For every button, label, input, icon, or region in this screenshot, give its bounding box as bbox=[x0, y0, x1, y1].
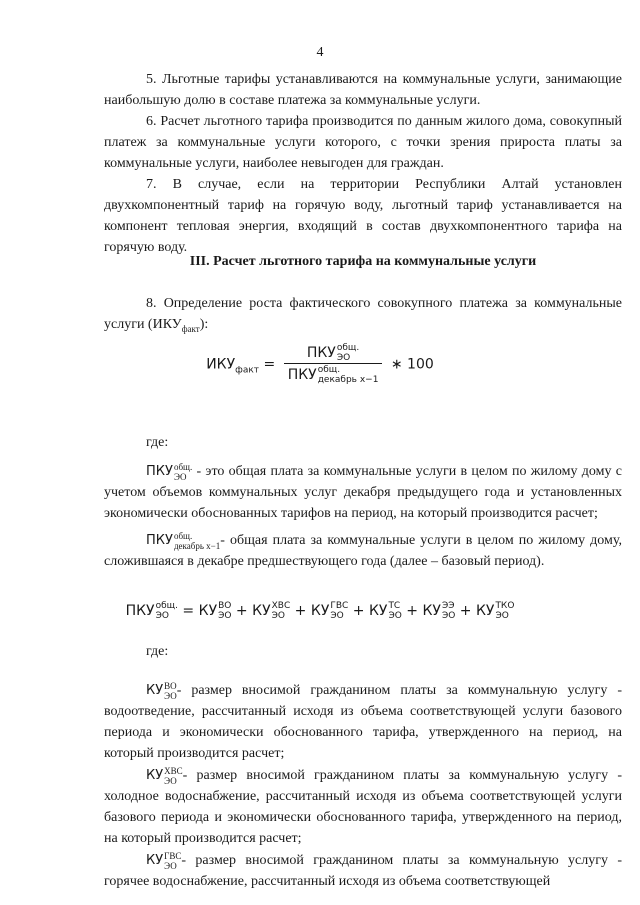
formula-pku bbox=[0, 601, 640, 622]
definition-ku-vo: КУ ВО ЭО - размер вносимой гражданином платы за коммунальную услугу - водоотведение, рассчитанный исходя из объема соответствующей услуги базового периода и экономически обоснованного тарифа, утвержденного на период, на который производится расчет; bbox=[104, 680, 622, 761]
def1-term: ПКУ bbox=[146, 464, 173, 479]
section-heading: III. Расчет льготного тарифа на коммунальные услуги bbox=[189, 254, 537, 269]
definition-ku-gvs: КУ ГВС ЭО - размер вносимой гражданином платы за коммунальную услугу - горячее водоснабжение, рассчитанный исходя из объема соответствующей bbox=[104, 850, 622, 889]
paragraph-5: 5. Льготные тарифы устанавливаются на коммунальные услуги, занимающие наибольшую долю в составе платежа за коммунальные услуги. bbox=[104, 72, 622, 108]
def2-term: ПКУ bbox=[146, 533, 173, 548]
formula-pku-term: КУ ЭЭ ЭО bbox=[422, 601, 456, 621]
formula-iku: $ИКУ_{факт}$ = ПКУ общ. ЭО ПКУ общ. декабрь x−1 ∗ 100 bbox=[206, 343, 434, 385]
plus-sign: + bbox=[290, 603, 311, 619]
paragraph-8-end: ): bbox=[199, 317, 209, 332]
formula-iku-multiplier: ∗ 100 bbox=[390, 356, 434, 373]
fraction-denominator: ПКУ общ. декабрь x−1 bbox=[287, 365, 379, 385]
formula-iku-fraction bbox=[284, 343, 383, 386]
d1-text: - размер вносимой гражданином платы за коммунальную услугу - водоотведение, рассчитанный исходя из объема соответствующей услуги базового периода и экономически обоснованного тарифа, утвержденного на период, на который производится расчет; bbox=[104, 683, 622, 761]
d3-text: - размер вносимой гражданином платы за коммунальную услугу - горячее водоснабжение, рассчитанный исходя из объема соответствующей bbox=[104, 853, 622, 889]
paragraph-6: 6. Расчет льготного тарифа производится по данным жилого дома, совокупный платеж за коммунальные услуги которого, с точки зрения прироста платы за коммунальные услуги, наиболее невыгоден для граждан. bbox=[104, 114, 622, 171]
definition-pku-eo: ПКУ общ. ЭО - это общая плата за коммунальные услуги в целом по жилому дому с учетом объемов коммунальных услуг декабря предыдущего года и установленных экономически обоснованных тарифов на период, на который производится расчет; bbox=[104, 461, 622, 521]
where-label-2: где: bbox=[146, 644, 169, 659]
paragraph-8-text: 8. Определение роста фактического совокупного платежа за коммунальные услуги (ИКУ bbox=[104, 296, 622, 332]
definition-pku-base: ПКУ общ. декабрь x−1 - общая плата за коммунальные услуги в целом по жилому дому, сложившаяся в декабре предшествующего года (далее – базовый период). bbox=[104, 530, 622, 569]
plus-sign: + bbox=[231, 603, 253, 619]
formula-iku-lhs: ИКУ bbox=[206, 356, 236, 373]
formula-pku-term: КУ ВО ЭО bbox=[198, 601, 232, 621]
plus-sign: + bbox=[401, 603, 423, 619]
def2-text: - общая плата за коммунальные услуги в целом по жилому дому, сложившаяся в декабре предшествующего года (далее – базовый период). bbox=[104, 533, 622, 569]
plus-sign: + bbox=[455, 603, 476, 619]
definition-ku-hvs: КУ ХВС ЭО - размер вносимой гражданином платы за коммунальную услугу - холодное водоснабжение, рассчитанный исходя из объема соответствующей услуги базового периода и экономически обоснованного тарифа, утвержденного на период, на который производится расчет; bbox=[104, 765, 622, 846]
page-number: 4 bbox=[316, 45, 324, 60]
paragraph-8-subscript: факт bbox=[181, 324, 200, 334]
paragraph-7: 7. В случае, если на территории Республики Алтай установлен двухкомпонентный тариф на горячую воду, льготный тариф устанавливается на компонент тепловая энергия, входящий в состав двухкомпонентного тарифа на горячую воду. bbox=[104, 177, 622, 255]
where-label-1: где: bbox=[146, 435, 169, 450]
fraction-numerator: ПКУ общ. ЭО bbox=[284, 343, 383, 364]
formula-pku-term: КУ ТС ЭО bbox=[368, 601, 402, 621]
plus-sign: + bbox=[348, 603, 369, 619]
def1-text: - это общая плата за коммунальные услуги в целом по жилому дому с учетом объемов коммунальных услуг декабря предыдущего года и установленных экономически обоснованных тарифов на период, на который производится расчет; bbox=[104, 464, 622, 521]
formula-pku-term: КУ ГВС ЭО bbox=[310, 601, 349, 621]
paragraph-8 bbox=[104, 293, 622, 340]
d2-text: - размер вносимой гражданином платы за коммунальную услугу - холодное водоснабжение, рассчитанный исходя из объема соответствующей услуги базового периода и экономически обоснованного тарифа, утвержденного на период, на который производится расчет; bbox=[104, 768, 622, 846]
formula-pku-lhs: ПКУ общ. ЭО bbox=[125, 601, 178, 621]
formula-pku-term: КУ ТКО ЭО bbox=[475, 601, 515, 621]
formula-pku-term: КУ ХВС ЭО bbox=[252, 601, 291, 621]
equals-sign: = bbox=[177, 603, 199, 619]
formula-iku-lhs-sub: факт bbox=[235, 365, 260, 376]
